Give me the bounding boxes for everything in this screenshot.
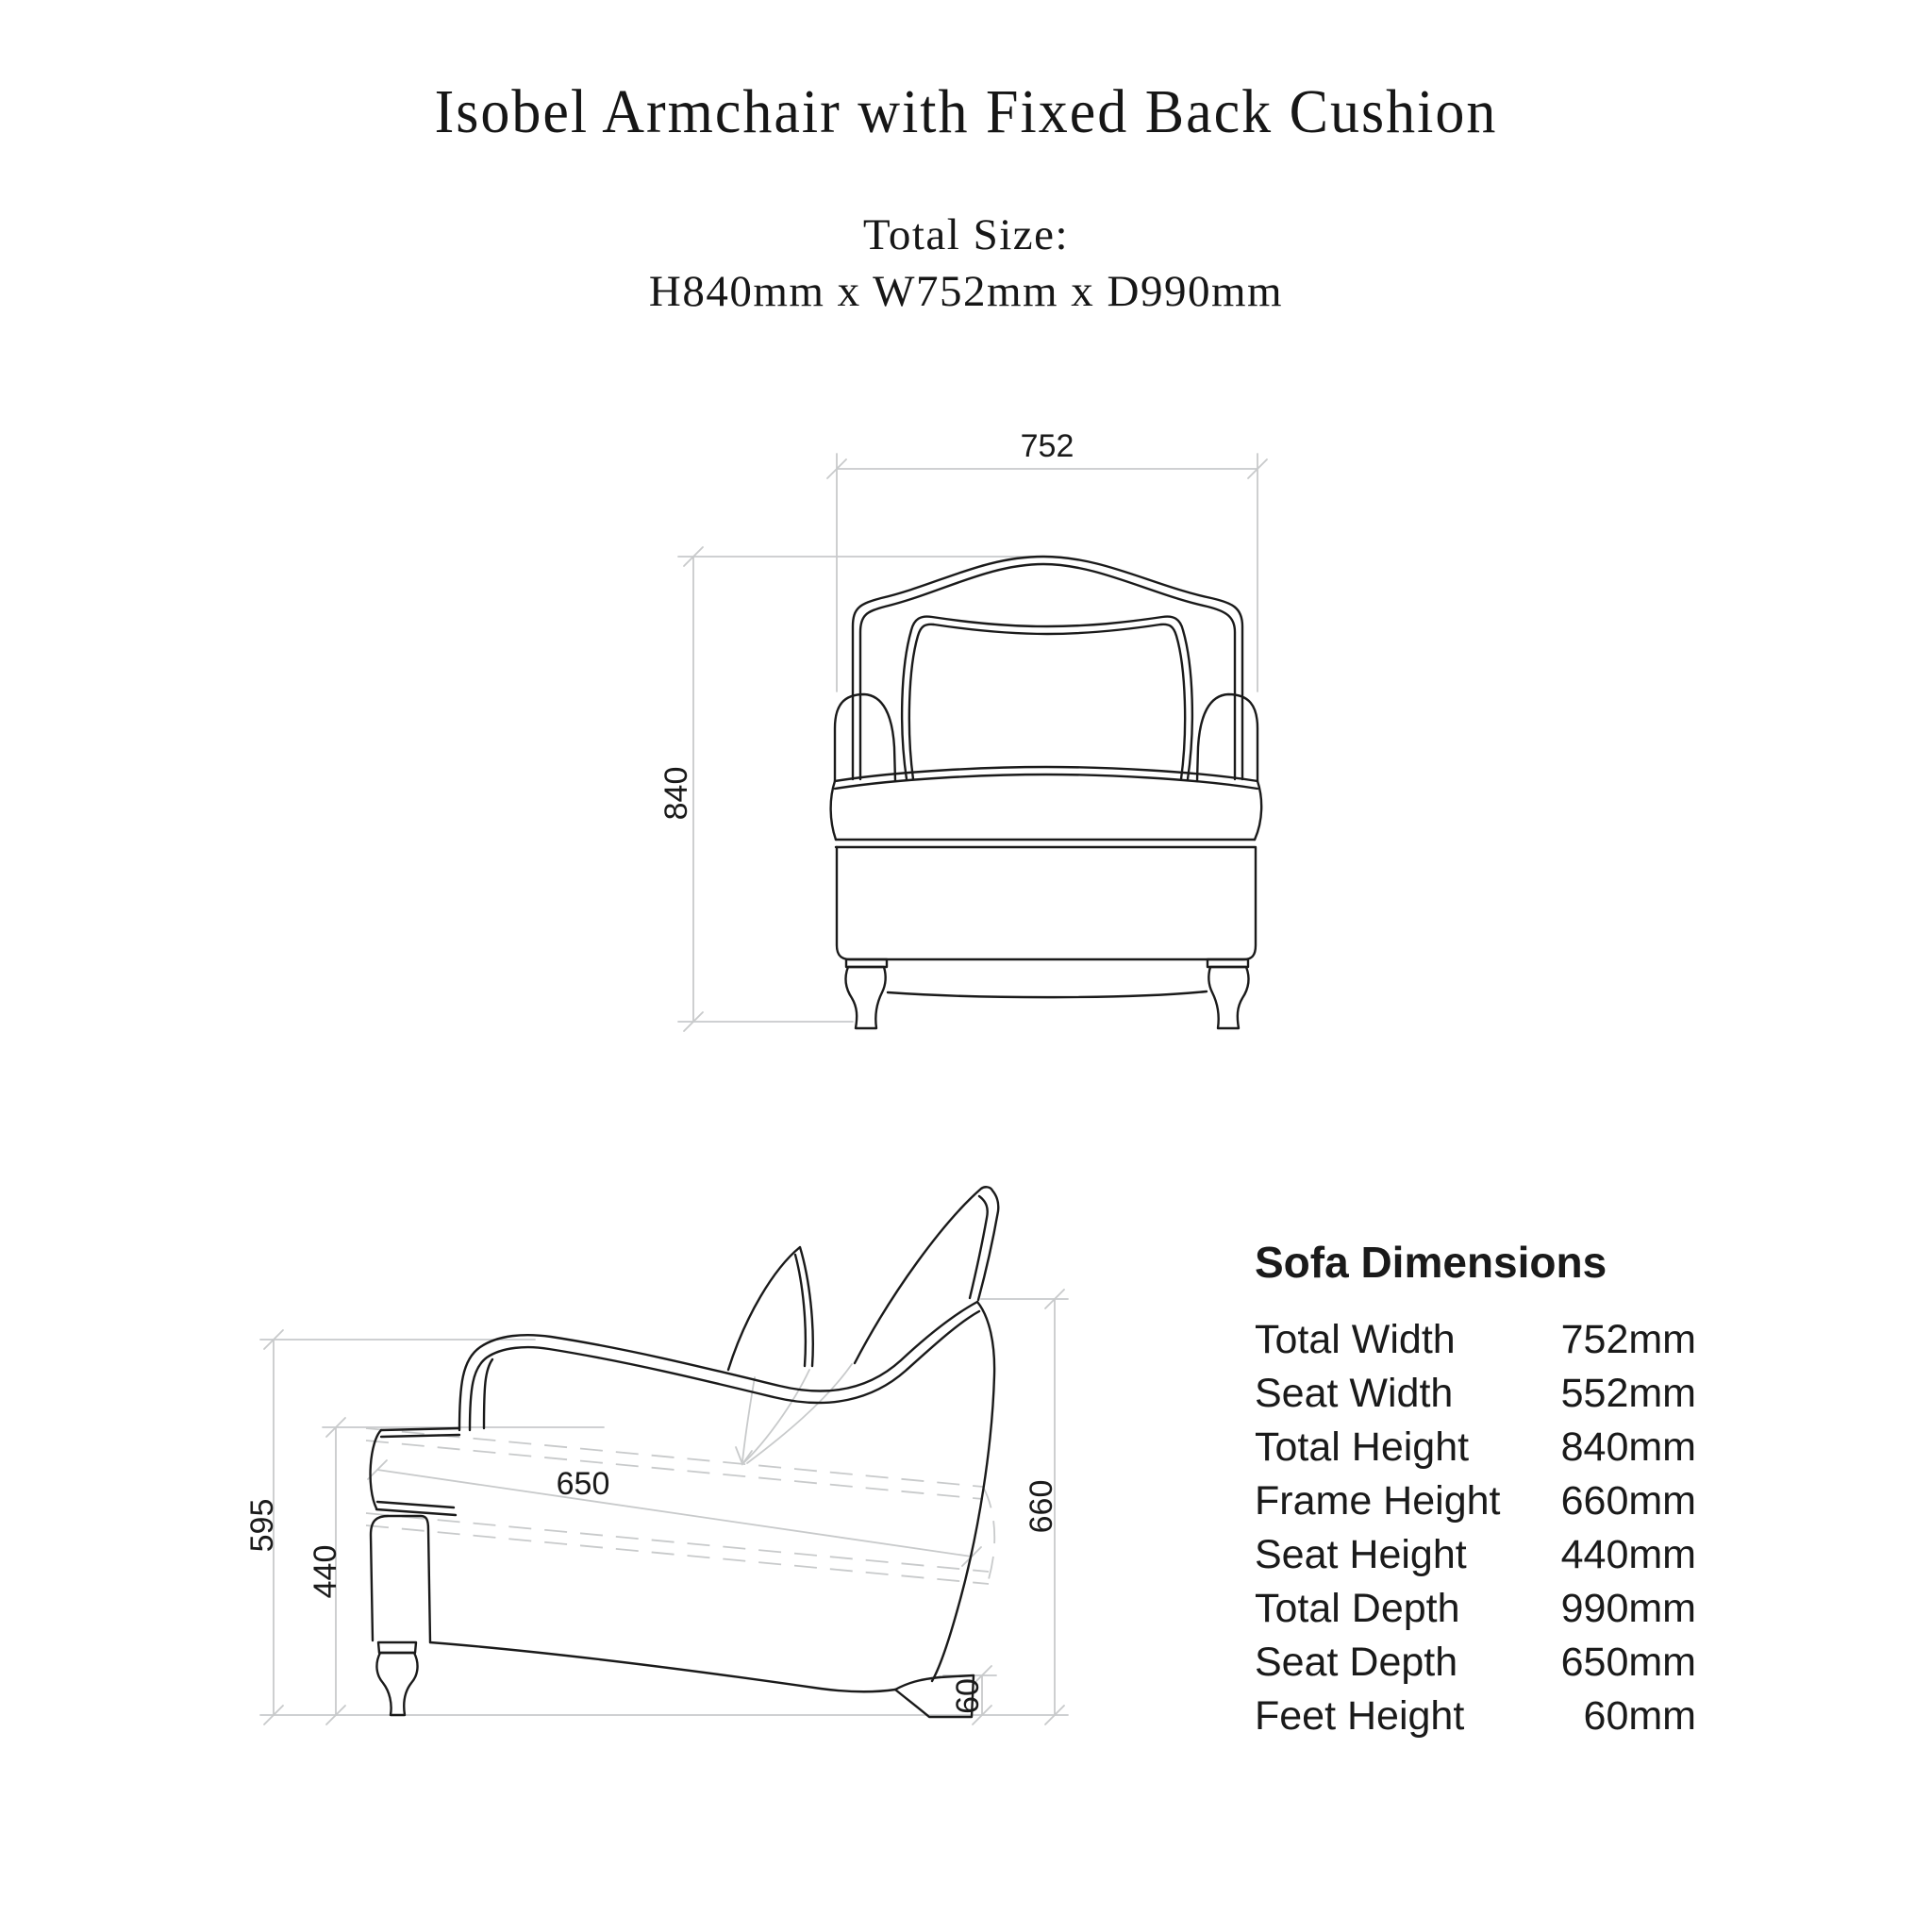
dimension-value: 440mm	[1560, 1532, 1696, 1577]
right-leg	[1208, 967, 1248, 1028]
table-row	[1255, 1367, 1696, 1421]
table-row	[1255, 1582, 1696, 1636]
cushion-leader-line	[747, 1364, 852, 1463]
side-seat-depth-dimension-label: 650	[556, 1466, 610, 1502]
dimension-label: Total Depth	[1255, 1586, 1460, 1631]
back-cushion-small-petal-piping	[795, 1255, 806, 1366]
side-frame-height-dimension-label: 660	[1023, 1479, 1059, 1534]
left-leg	[845, 967, 885, 1028]
table-row	[1255, 1313, 1696, 1367]
hidden-seat-line	[366, 1513, 989, 1572]
dimension-value: 60mm	[1583, 1693, 1696, 1739]
base-outline	[837, 847, 1256, 959]
side-seat-height-dimension-label: 440	[307, 1544, 343, 1599]
right-arm-outline	[1197, 694, 1257, 781]
front-view-chair-outline	[831, 557, 1262, 1028]
table-row	[1255, 1474, 1696, 1528]
total-size-value: H840mm x W752mm x D990mm	[648, 267, 1284, 316]
dimension-label: Feet Height	[1255, 1693, 1465, 1739]
side-view-dimension-lines	[260, 1290, 1068, 1724]
seat-cushion-left-side	[831, 781, 836, 840]
seat-cushion-top-piping	[835, 774, 1257, 789]
seat-cushion-right-side	[1255, 781, 1261, 840]
arm-bolster-bottom	[376, 1509, 456, 1515]
front-view-dimension-lines	[678, 454, 1267, 1031]
left-arm-outline	[835, 694, 895, 781]
side-arm-height-dimension-label: 595	[243, 1498, 280, 1553]
total-size-label: Total Size:	[862, 210, 1070, 259]
dimension-value: 990mm	[1560, 1586, 1696, 1631]
dimension-label: Total Height	[1255, 1424, 1470, 1470]
arm-and-back-sweep-piping	[470, 1311, 979, 1430]
page-title: Isobel Armchair with Fixed Back Cushion	[434, 77, 1498, 147]
arm-bolster-top	[381, 1428, 459, 1430]
back-cushion-small-petal	[728, 1247, 813, 1370]
dimensions-table	[1255, 1238, 1696, 1743]
dimension-label: Seat Width	[1255, 1371, 1454, 1416]
front-leg	[376, 1653, 417, 1715]
back-cushion-piping	[909, 625, 1185, 779]
side-view-chair-outline	[371, 1187, 999, 1717]
side-feet-height-dimension-label: 60	[949, 1678, 986, 1714]
table-row	[1255, 1421, 1696, 1474]
side-view	[244, 1187, 1068, 1724]
underside-edge	[430, 1642, 895, 1691]
table-row	[1255, 1528, 1696, 1582]
dimension-value: 660mm	[1560, 1478, 1696, 1524]
dimension-label: Seat Height	[1255, 1532, 1467, 1577]
dimension-value: 752mm	[1560, 1317, 1696, 1362]
front-leg-cap	[378, 1642, 416, 1653]
front-view	[658, 428, 1267, 1031]
back-cushion-large-petal-piping	[970, 1196, 988, 1298]
back-foot-notch	[895, 1677, 940, 1690]
hidden-seat-back-edge	[983, 1487, 994, 1579]
arm-and-back-sweep	[459, 1302, 977, 1430]
dimension-label: Total Width	[1255, 1317, 1456, 1362]
front-height-dimension-label: 840	[658, 766, 694, 821]
side-view-hidden-lines	[366, 1428, 994, 1584]
hidden-seat-line	[366, 1525, 989, 1584]
arm-bolster-bottom-piping	[377, 1502, 454, 1507]
dimension-value: 650mm	[1560, 1640, 1696, 1685]
arm-front-panel	[371, 1516, 430, 1642]
hidden-seat-line	[366, 1441, 983, 1499]
arm-inner-edge	[484, 1359, 492, 1428]
back-frame-piping	[860, 564, 1235, 779]
dimensions-table-title: Sofa Dimensions	[1255, 1238, 1607, 1287]
seat-depth-dimension-line	[377, 1470, 972, 1557]
table-row	[1255, 1690, 1696, 1743]
base-back-rail	[888, 991, 1207, 997]
hidden-seat-line	[366, 1428, 983, 1487]
table-row	[1255, 1636, 1696, 1690]
back-cushion-outline	[902, 617, 1192, 779]
dimension-label: Seat Depth	[1255, 1640, 1458, 1685]
dimension-value: 840mm	[1560, 1424, 1696, 1470]
dimension-value: 552mm	[1560, 1371, 1696, 1416]
front-width-dimension-label: 752	[1020, 428, 1074, 464]
dimension-label: Frame Height	[1255, 1478, 1501, 1524]
